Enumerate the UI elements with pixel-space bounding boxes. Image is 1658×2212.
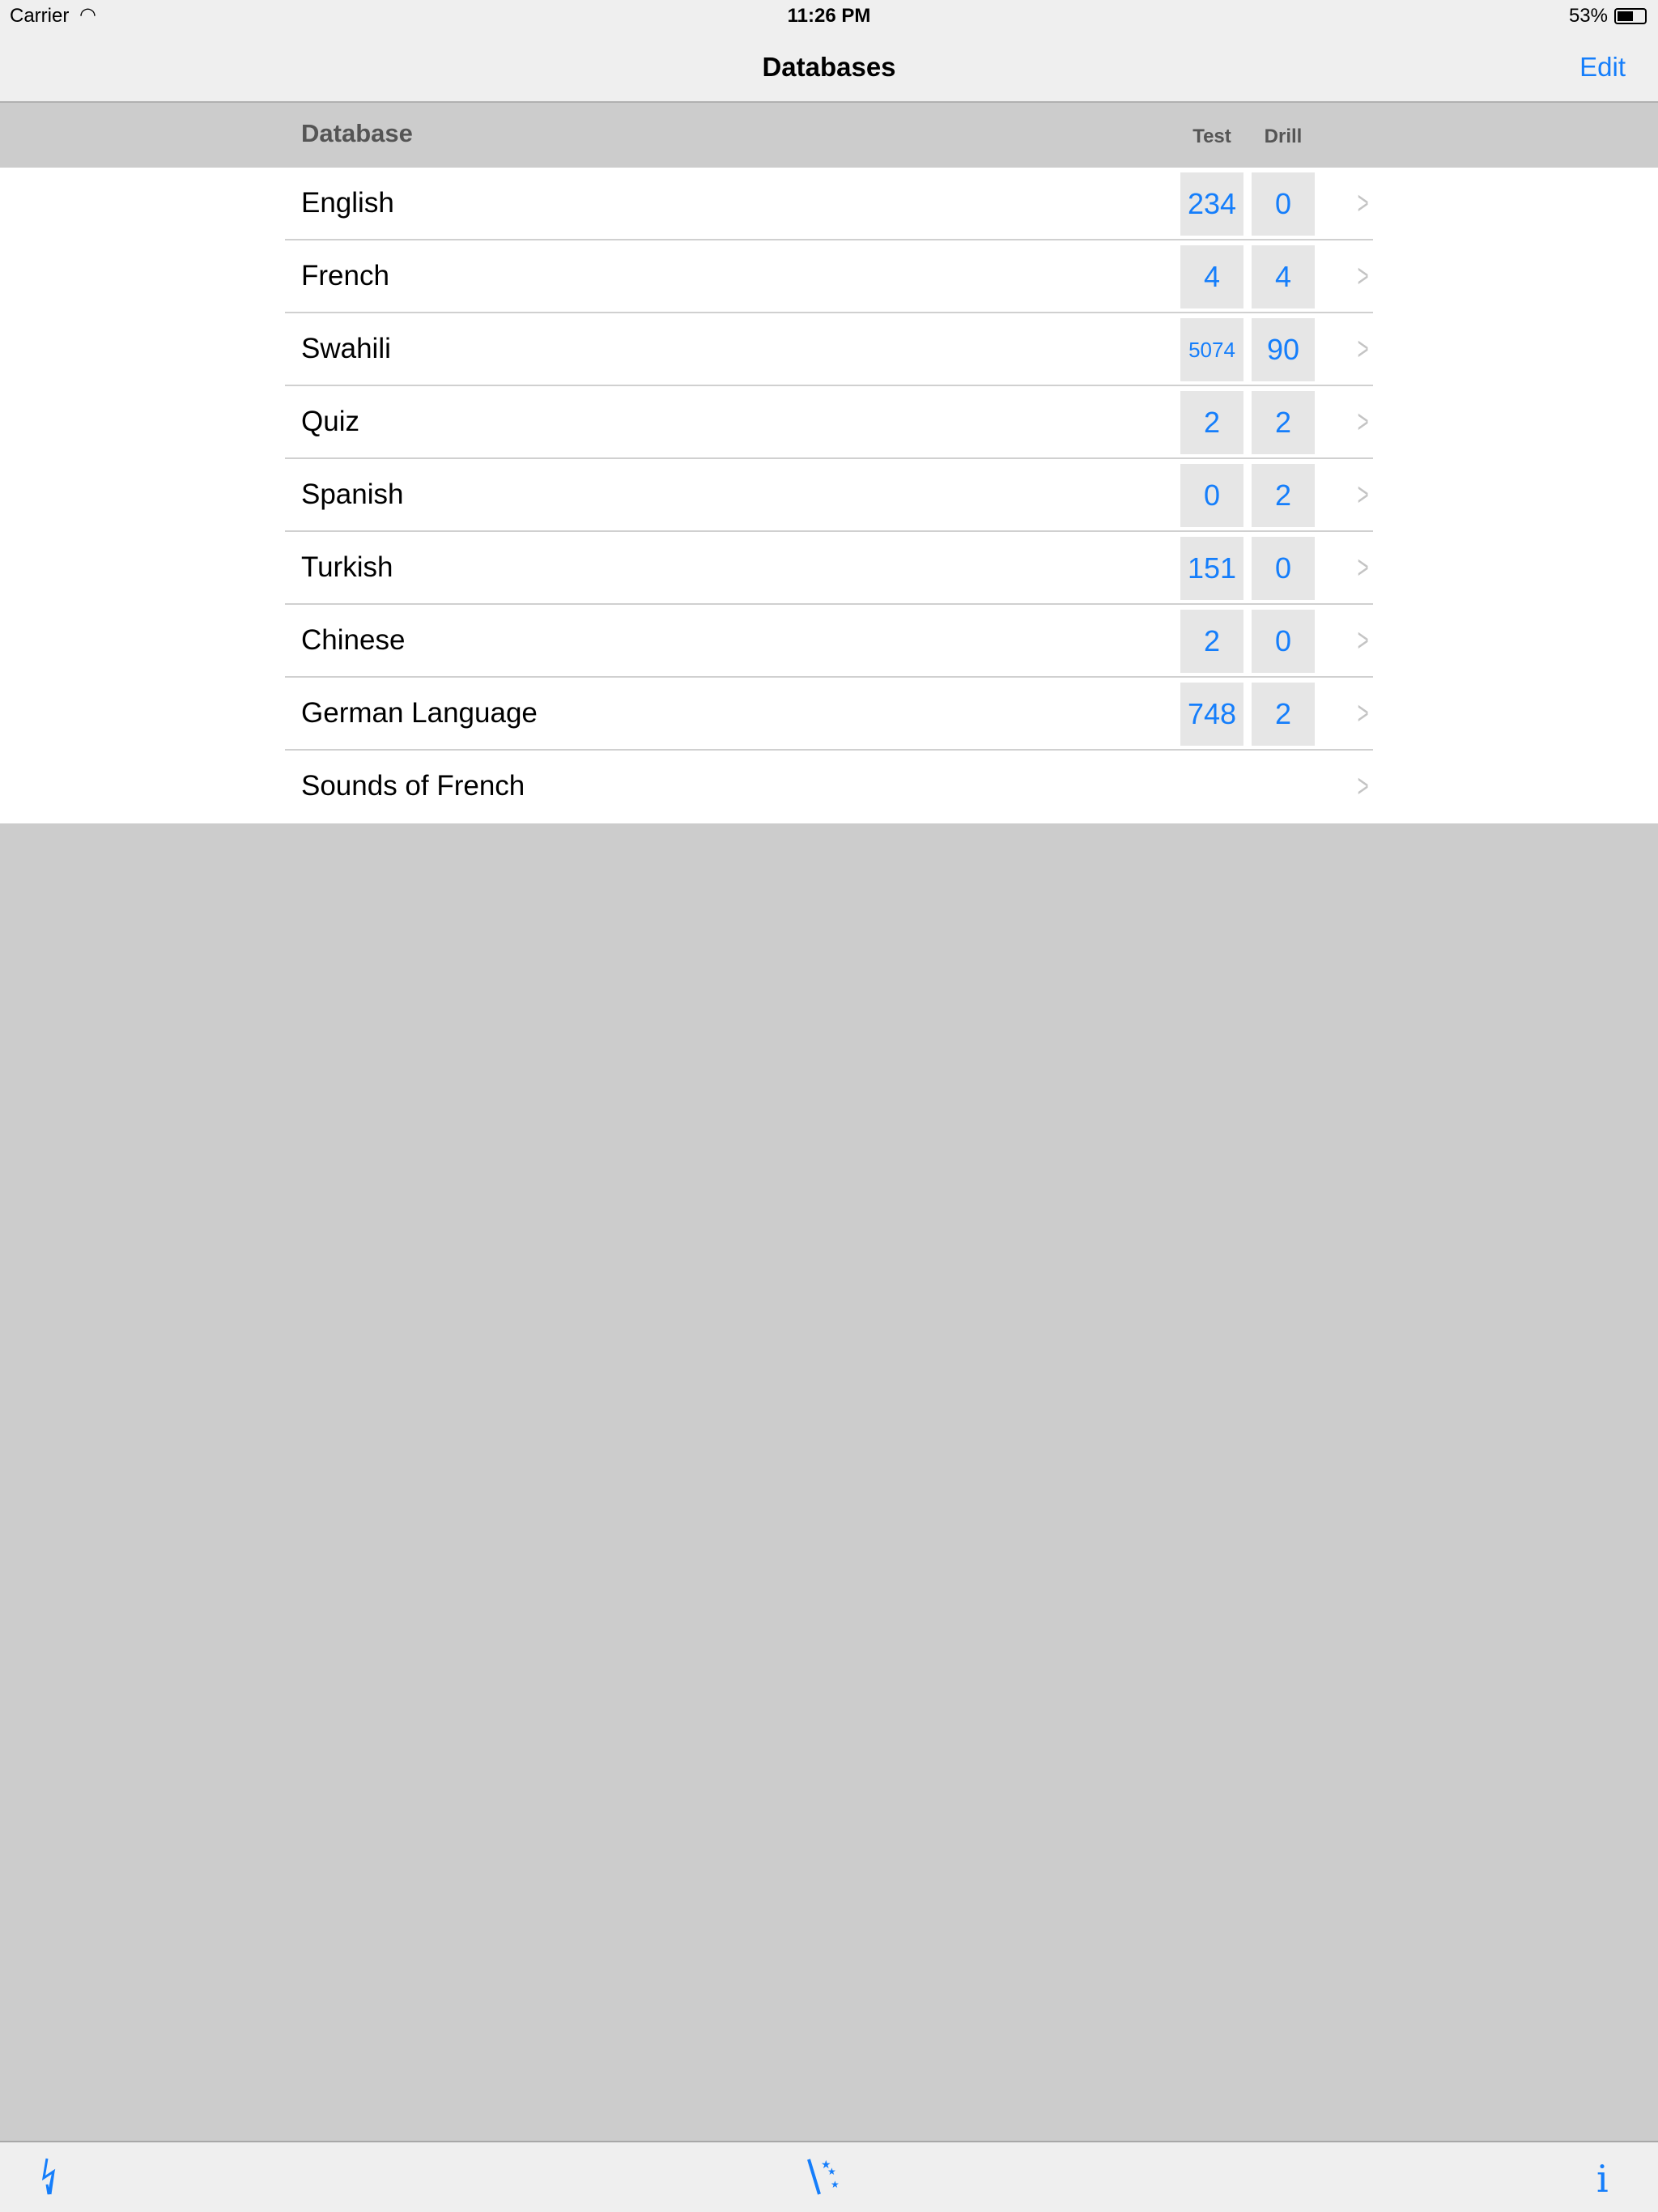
info-icon[interactable]: i	[1596, 2157, 1609, 2201]
chevron-right-icon: >	[1357, 623, 1369, 658]
navigation-bar	[0, 32, 1658, 103]
database-name: German Language	[301, 697, 538, 729]
database-name: Chinese	[301, 624, 406, 656]
test-count[interactable]: 5074	[1180, 318, 1244, 381]
database-row-french[interactable]	[0, 240, 1658, 313]
chevron-right-icon: >	[1357, 768, 1369, 804]
drill-count[interactable]: 2	[1252, 683, 1315, 746]
carrier-label: Carrier	[10, 5, 70, 27]
database-row-turkish[interactable]	[0, 532, 1658, 605]
table-header	[0, 103, 1658, 168]
chevron-right-icon: >	[1357, 258, 1369, 294]
status-bar	[0, 0, 1658, 32]
drill-count[interactable]: 0	[1252, 537, 1315, 600]
database-row-english[interactable]	[0, 168, 1658, 240]
chevron-right-icon: >	[1357, 696, 1369, 731]
drill-count[interactable]: 0	[1252, 610, 1315, 673]
column-header-drill: Drill	[1264, 125, 1303, 147]
wifi-icon: ◠	[79, 4, 96, 26]
drill-count[interactable]: 2	[1252, 391, 1315, 454]
database-name: Sounds of French	[301, 770, 525, 802]
database-name: Swahili	[301, 333, 391, 364]
magic-wand-icon[interactable]	[806, 2157, 847, 2206]
chevron-right-icon: >	[1357, 550, 1369, 585]
drill-count[interactable]: 90	[1252, 318, 1315, 381]
svg-text:★: ★	[821, 2158, 831, 2171]
database-name: Spanish	[301, 479, 404, 510]
database-name: Turkish	[301, 551, 393, 583]
database-row-german[interactable]	[0, 678, 1658, 751]
chevron-right-icon: >	[1357, 185, 1369, 221]
chevron-right-icon: >	[1357, 477, 1369, 513]
database-row-swahili[interactable]	[0, 313, 1658, 386]
database-name: French	[301, 260, 389, 291]
database-row-sounds-of-french[interactable]	[0, 751, 1658, 823]
column-header-test: Test	[1192, 125, 1231, 147]
test-count[interactable]: 748	[1180, 683, 1244, 746]
column-header-database: Database	[301, 119, 413, 147]
chevron-right-icon: >	[1357, 404, 1369, 440]
edit-button[interactable]: Edit	[1579, 52, 1626, 82]
page-title: Databases	[762, 52, 896, 82]
database-name: Quiz	[301, 406, 359, 437]
test-count[interactable]: 4	[1180, 245, 1244, 308]
svg-text:★: ★	[827, 2166, 836, 2177]
database-name: English	[301, 187, 394, 219]
test-count[interactable]: 0	[1180, 464, 1244, 527]
drill-count[interactable]: 4	[1252, 245, 1315, 308]
chevron-right-icon: >	[1357, 331, 1369, 367]
bottom-toolbar	[0, 2141, 1658, 2212]
database-row-chinese[interactable]	[0, 605, 1658, 678]
status-time: 11:26 PM	[787, 5, 871, 27]
drill-count[interactable]: 2	[1252, 464, 1315, 527]
test-count[interactable]: 234	[1180, 172, 1244, 236]
test-count[interactable]: 2	[1180, 391, 1244, 454]
test-count[interactable]: 2	[1180, 610, 1244, 673]
svg-text:★: ★	[831, 2179, 840, 2190]
database-row-spanish[interactable]	[0, 459, 1658, 532]
database-list	[0, 168, 1658, 823]
battery-percent: 53%	[1568, 5, 1608, 27]
lightning-icon[interactable]	[40, 2157, 65, 2206]
drill-count[interactable]: 0	[1252, 172, 1315, 236]
database-row-quiz[interactable]	[0, 386, 1658, 459]
battery-icon	[1614, 8, 1647, 24]
test-count[interactable]: 151	[1180, 537, 1244, 600]
